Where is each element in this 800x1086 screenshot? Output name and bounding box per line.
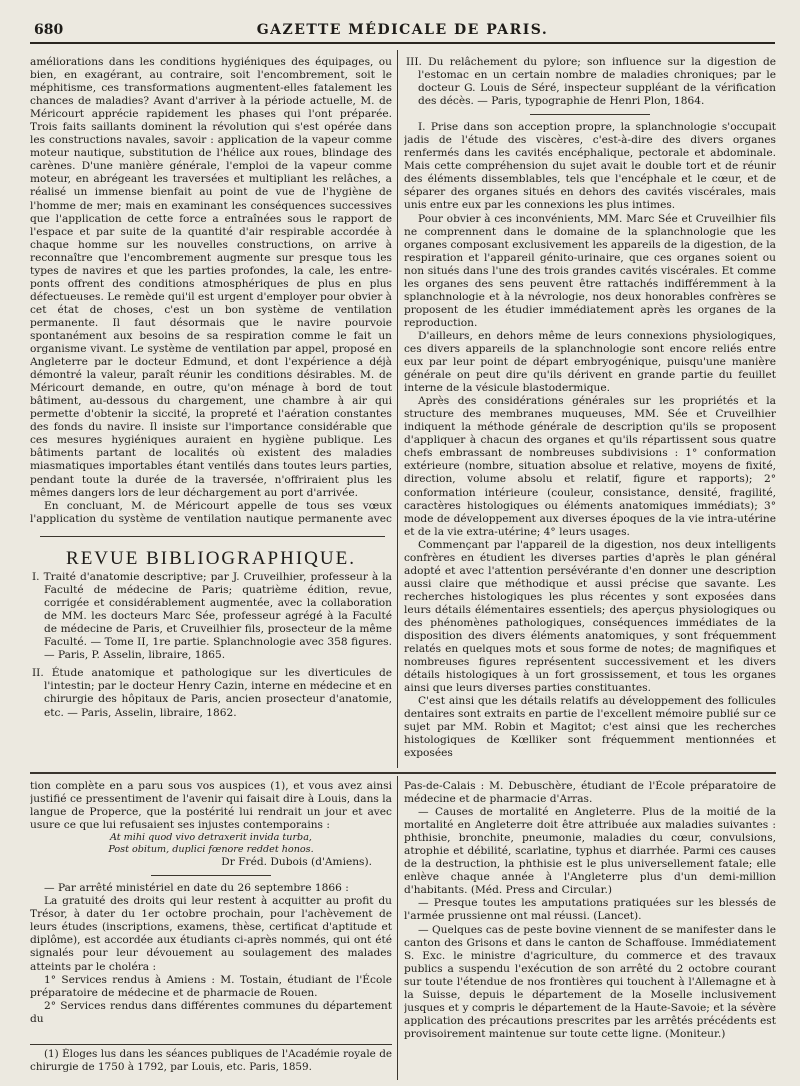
paragraph: La gratuité des droits qui leur restent à acquitter au profit du Trésor, à dater du 1er octobre prochain, pour l'achèvement de leurs études (inscriptions, examens, thèse, certificat d'aptitude et diplôme), est accordée aux étudiants ci-après nommés, qui ont été signalés pour leur dévouement au soulagement des malades atteints par le choléra : <box>30 895 392 973</box>
paragraph: Commençant par l'appareil de la digestion, nos deux intelligents confrères en étudient les diverses parties d'après le plan général adopté et avec l'attention persévérante d'en donner une description aussi claire que méthodique et aussi précise que savante. Les recherches histologiques les plus récentes y sont exposées dans leurs détails élémentaires essentiels; des aperçus physiologiques ou des phénomènes pathologiques, conséquences immédiates de la disposition des divers éléments anatomiques, y sont fréquemment relatés en quelques mots et sous forme de notes; de magnifiques et nombreuses figures représentent successivement et les divers détails histologiques à un fort grossissement, et tous les organes ainsi que leurs diverses parties constituantes. <box>404 538 776 695</box>
column-rule <box>397 776 398 1080</box>
paragraph: D'ailleurs, en dehors même de leurs connexions physiologiques, ces divers appareils de la splanchnologie sont encore reliés entre eux par leur point de départ embryogénique, puisqu'une manière générale on peut dire qu'ils dérivent en grande partie du feuillet interne de la vésicule blastodermique. <box>404 329 776 395</box>
paragraph: I. Prise dans son acception propre, la splanchnologie s'occupait jadis de l'étude des viscères, c'est-à-dire des divers organes renfermés dans les cavités encéphalique, pectorale et abdominale. Mais cette compréhension du sujet avait le double tort et de réunir des éléments dissemblables, tels que l'encéphale et le cœur, et de séparer des organes situés en dehors des cavités viscérales, mais unis entre eux par les connexions les plus intimes. <box>404 121 776 212</box>
paragraph: — Par arrêté ministériel en date du 26 septembre 1866 : <box>44 882 349 895</box>
page-number: 680 <box>34 22 64 38</box>
signature: Dr Fréd. Dubois (d'Amiens). <box>221 856 372 869</box>
paragraph: 2° Services rendus dans différentes communes du département du <box>30 999 392 1025</box>
paragraph: Pas-de-Calais : M. Debuschère, étudiant de l'École préparatoire de médecine et de pharmacie d'Arras. <box>404 780 776 806</box>
revue-bibliographique <box>30 546 392 768</box>
divider <box>151 875 271 876</box>
left-bottom-column <box>30 780 392 1040</box>
page-divider <box>30 772 776 774</box>
paragraph: tion complète en a paru sous vos auspices (1), et vous avez ainsi justifié ce pressentiment de l'avenir qui faisait dire à Louis, dans la langue de Properce, que la postérité lui rendrait un jour et avec usure ce que lui refusaient ses injustes contemporains : <box>30 780 392 832</box>
paragraph: — Quelques cas de peste bovine viennent de se manifester dans le canton des Grisons et dans le canton de Schaffouse. Immédiatement S. Exc. le ministre d'agriculture, du commerce et des travaux publics a suspendu l'exécution de son arrêté du 2 octobre courant sur toute l'étendue de nos frontières qui touchent à l'Allemagne et à la Suisse, depuis le département de la Moselle inclusivement jusques et y compris le département de la Haute-Savoie; et la sévère application des précautions prescrites par les arrêtés précédents est provisoirement maintenue sur toute cette ligne. (Moniteur.) <box>404 923 776 1040</box>
paragraph: En concluant, M. de Méricourt appelle de tous ses vœux l'application du système de ventilation nautique permanente avec <box>30 499 392 525</box>
right-top-column <box>404 56 776 768</box>
column-rule <box>397 50 398 768</box>
right-bottom-column <box>404 780 776 1080</box>
paragraph: améliorations dans les conditions hygiéniques des équipages, ou bien, en exagérant, au contraire, soit l'encombrement, soit le méphitisme, ces transformations augmentent-elles fatalement les chances de maladies? Avant d'arriver à la période actuelle, M. de Méricourt apprécie rapidement les phases qui l'ont préparée. Trois faits saillants dominent la révolution qui s'est opérée dans les constructions navales, savoir : application de la vapeur comme moteur nautique, substitution de l'hélice aux roues, blindage des carènes. D'une manière générale, l'emploi de la vapeur comme moteur, en abrégeant les traversées et multipliant les relâches, a réalisé un immense bienfait au point de vue de l'hygiène de l'homme de mer; mais en examinant les conséquences successives que l'application de cette force a entraînées sous le rapport de l'espace et par suite de la quantité d'air respirable accordée à chaque homme sur les nouvelles constructions, on arrive à reconnaître que l'encombrement augmente sur presque tous les types de navires et que les parties profondes, la cale, les entre-ponts offrent des conditions atmosphériques de plus en plus défectueuses. Le remède qui'il est urgent d'employer pour obvier à cet état de choses, c'est un bon système de ventilation permanente. Il faut désormais que le navire pourvoie spontanément aux besoins de sa respiration comme le fait un organisme vivant. Le système de ventilation par appel, proposé en Angleterre par le docteur Edmund, et dont l'expérience a déjà démontré la valeur, paraît réunir les conditions désirables. M. de Méricourt demande, en outre, qu'on ménage à bord de tout bâtiment, au-dessous du chargement, une chambre à air qui permette d'obtenir la siccité, la propreté et l'aération constantes des fonds du navire. Il insiste sur l'importance considérable que ces mesures hygiéniques auraient en hygiène publique. Les bâtiments partant de localités où existent des maladies miasmatiques importables étant ventilés dans toutes leurs parties, pendant toute la durée de la traversée, n'offriraient plus les mêmes dangers lors de leur déchargement au port d'arrivée. <box>30 56 392 499</box>
bibliography-entry: III. Du relâchement du pylore; son influence sur la digestion de l'estomac en un certain nombre de maladies chroniques; par le docteur G. Louis de Séré, inspecteur suppléant de la vérification des décès. — Paris, typographie de Henri Plon, 1864. <box>406 56 776 108</box>
latin-quote-line: At mihi quod vivo detraxerit invida turba, <box>110 832 312 844</box>
footnote-rule <box>30 1044 392 1045</box>
bibliography-entry: II. Étude anatomique et pathologique sur les diverticules de l'intestin; par le docteur Henry Cazin, interne en médecine et en chirurgie des hôpitaux de Paris, ancien prosecteur d'anatomie, etc. — Paris, Asselin, libraire, 1862. <box>32 667 392 719</box>
bibliography-entry: I. Traité d'anatomie descriptive; par J. Cruveilhier, professeur à la Faculté de médecine de Paris; quatrième édition, revue, corrigée et considérablement augmentée, avec la collaboration de MM. les docteurs Marc Sée, professeur agrégé à la Faculté de médecine de Paris, et Cruveilhier fils, prosecteur de la même Faculté. — Tome II, 1re partie. Splanchnologie avec 358 figures. — Paris, P. Asselin, libraire, 1865. <box>32 571 392 662</box>
paragraph: — Causes de mortalité en Angleterre. Plus de la moitié de la mortalité en Angleterre doit être attribuée aux maladies suivantes : phthisie, bronchite, pneumonie, maladies du cœur, convulsions, atrophie et débilité, scarlatine, typhus et diarrhée. Parmi ces causes de la destruction, la phthisie est le plus universellement fatale; elle enlève chaque année à l'Angleterre plus d'un demi-million d'habitants. (Méd. Press and Circular.) <box>404 806 776 897</box>
left-top-column <box>30 56 392 526</box>
section-title: REVUE BIBLIOGRAPHIQUE. <box>66 548 356 569</box>
paragraph: C'est ainsi que les détails relatifs au développement des follicules dentaires sont extraits en partie de l'excellent mémoire publié sur ce sujet par MM. Robin et Magitot; c'est ainsi que les recherches histologiques de Kœlliker sont fréquemment mentionnées et exposées <box>404 695 776 760</box>
paragraph: Après des considérations générales sur les propriétés et la structure des membranes muqueuses, MM. Sée et Cruveilhier indiquent la méthode générale de description qu'ils se proposent d'appliquer à chacun des organes et qu'ils répartissent sous quatre chefs embrassant de nombreuses subdivisions : 1° conformation extérieure (nombre, situation absolue et relative, moyens de fixité, direction, volume absolu et relatif, figure et rapports); 2° conformation intérieure (couleur, consistance, densité, fragilité, caractères histologiques ou éléments anatomiques immédiats); 3° mode de développement aux diverses époques de la vie intra-utérine et de la vie extra-utérine; 4° leurs usages. <box>404 395 776 538</box>
footnote-text: (1) Éloges lus dans les séances publiques de l'Académie royale de chirurgie de 1750 à 1792, par Louis, etc. Paris, 1859. <box>30 1048 392 1074</box>
footnote <box>30 1048 392 1080</box>
paragraph: — Presque toutes les amputations pratiquées sur les blessés de l'armée prussienne ont mal réussi. (Lancet). <box>404 897 776 923</box>
journal-title: GAZETTE MÉDICALE DE PARIS. <box>256 22 549 38</box>
page-header <box>30 20 775 44</box>
paragraph: 1° Services rendus à Amiens : M. Tostain, étudiant de l'École préparatoire de médecine et de pharmacie de Rouen. <box>30 973 392 999</box>
divider <box>530 114 650 115</box>
latin-quote-line: Post obitum, duplici fœnore reddet honos. <box>108 844 314 856</box>
paragraph: Pour obvier à ces inconvénients, MM. Marc Sée et Cruveilhier fils ne comprennent dans le domaine de la splanchnologie que les organes composant exclusivement les appareils de la digestion, de la respiration et l'appareil génito-urinaire, que ces organes soient ou non situés dans l'une des trois grandes cavités viscérales. Et comme les organes des sens peuvent être rattachés indifféremment à la splanchnologie et à la névrologie, nos deux honorables confrères se proposent de les étudier immédiatement après les organes de la reproduction. <box>404 212 776 329</box>
section-divider <box>40 536 385 537</box>
